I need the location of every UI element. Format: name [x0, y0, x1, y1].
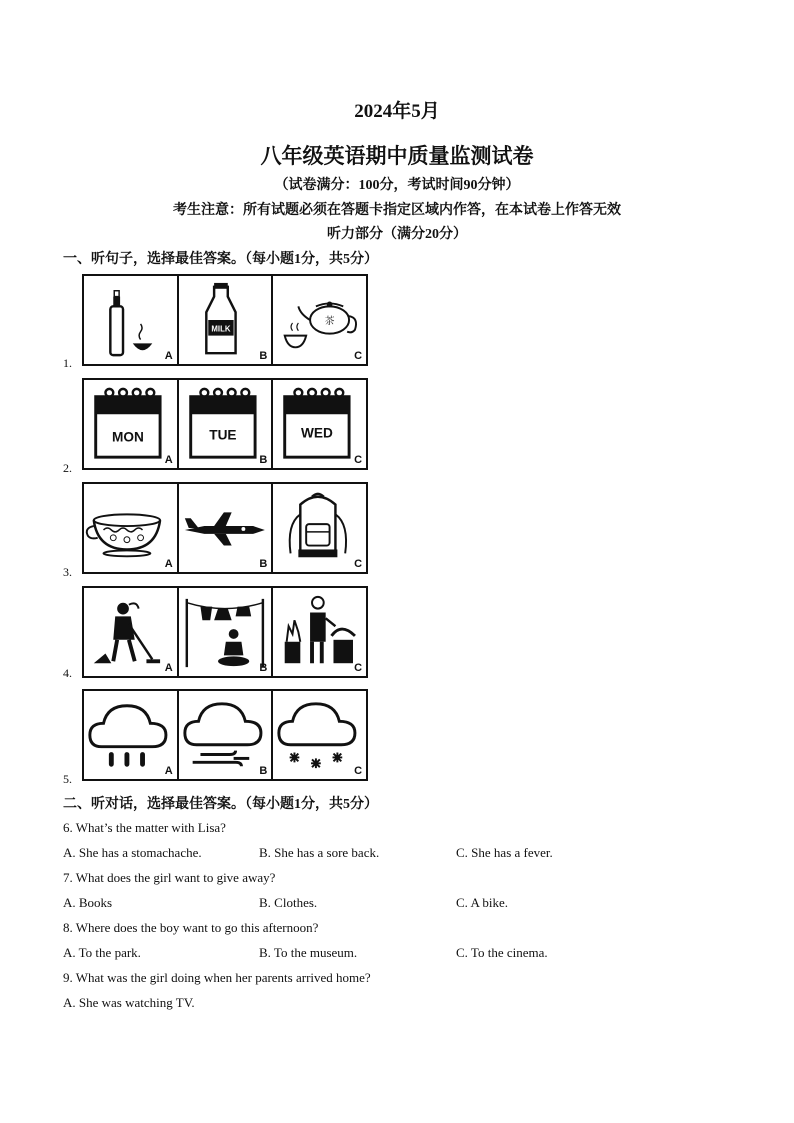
option-letter: C: [354, 454, 363, 466]
milk-bottle-icon: [179, 276, 272, 364]
picture-row-4: [82, 586, 368, 678]
answer-option-a[interactable]: A. She was watching TV.: [63, 995, 195, 1010]
washing-clothes-icon: [179, 588, 272, 676]
sweeping-floor-icon: [84, 588, 177, 676]
question-number: 1.: [63, 356, 72, 370]
picture-row-5: [82, 689, 368, 781]
picture-option[interactable]: [84, 691, 179, 779]
option-letter: C: [354, 662, 363, 674]
weekday-label: MON: [111, 429, 144, 445]
picture-row-3: [82, 482, 368, 574]
option-letter: A: [164, 662, 173, 674]
weekday-label: TUE: [208, 427, 237, 443]
answer-option-c[interactable]: C. To the cinema.: [456, 945, 548, 960]
windy-cloud-icon: [179, 691, 272, 779]
calendar-icon: [273, 380, 366, 468]
exam-date: 2024年5月: [354, 101, 440, 122]
teacup-icon: [84, 484, 177, 572]
answer-option-a[interactable]: A. To the park.: [63, 945, 141, 960]
picture-option[interactable]: [84, 484, 179, 572]
rain-cloud-icon: [84, 691, 177, 779]
question-text: 6. What’s the matter with Lisa?: [63, 820, 226, 835]
option-letter: B: [259, 558, 268, 570]
bottle-bowl-icon: [84, 276, 177, 364]
picture-option[interactable]: [84, 276, 179, 364]
option-letter: C: [354, 765, 363, 777]
option-letter: B: [259, 350, 268, 362]
picture-option[interactable]: [179, 276, 274, 364]
picture-option[interactable]: [273, 588, 366, 676]
answer-option-a[interactable]: A. She has a stomachache.: [63, 845, 202, 860]
section1-heading: 一、听句子，选择最佳答案。（每小题1分，共5分）: [63, 252, 378, 267]
picture-option[interactable]: [273, 276, 366, 364]
option-letter: A: [164, 765, 173, 777]
question-number: 3.: [63, 565, 72, 579]
exam-title: 八年级英语期中质量监测试卷: [260, 144, 534, 168]
snow-cloud-icon: [273, 691, 366, 779]
option-letter: B: [259, 662, 268, 674]
calendar-icon: [179, 380, 272, 468]
picture-option[interactable]: [179, 691, 274, 779]
picture-option[interactable]: [179, 484, 274, 572]
option-letter: A: [164, 558, 173, 570]
picture-option[interactable]: [273, 484, 366, 572]
answer-option-a[interactable]: A. Books: [63, 895, 113, 910]
weekday-label: WED: [301, 425, 334, 441]
answer-option-b[interactable]: B. Clothes.: [259, 895, 318, 910]
answer-option-b[interactable]: B. To the museum.: [259, 945, 358, 960]
picture-option[interactable]: [84, 588, 179, 676]
section2-heading: 二、听对话，选择最佳答案。（每小题1分，共5分）: [63, 797, 378, 812]
picture-option[interactable]: [179, 588, 274, 676]
exam-subtitle: （试卷满分：100分，考试时间90分钟）: [274, 178, 520, 193]
picture-row-2: [82, 378, 368, 470]
question-text: 8. Where does the boy want to go this afternoon?: [63, 920, 319, 935]
listening-section-title: 听力部分（满分20分）: [327, 227, 467, 242]
milk-label: MILK: [211, 324, 231, 334]
picture-option[interactable]: [273, 380, 366, 468]
picture-option[interactable]: [84, 380, 179, 468]
jet-plane-icon: [179, 484, 272, 572]
exam-notice: 考生注意：所有试题必须在答题卡指定区域内作答，在本试卷上作答无效: [173, 203, 621, 218]
option-letter: B: [259, 454, 268, 466]
option-letter: A: [164, 454, 173, 466]
question-number: 5.: [63, 772, 72, 786]
answer-option-c[interactable]: C. She has a fever.: [456, 845, 553, 860]
option-letter: C: [354, 558, 363, 570]
option-letter: B: [259, 765, 268, 777]
tea-character: 茶: [325, 315, 335, 327]
picture-option[interactable]: [179, 380, 274, 468]
picture-row-1: [82, 274, 368, 366]
question-text: 9. What was the girl doing when her parents arrived home?: [63, 970, 371, 985]
calendar-icon: [84, 380, 177, 468]
teapot-icon: [273, 276, 366, 364]
backpack-icon: [273, 484, 366, 572]
question-text: 7. What does the girl want to give away?: [63, 870, 276, 885]
question-number: 2.: [63, 461, 72, 475]
question-number: 4.: [63, 666, 72, 680]
answer-option-c[interactable]: C. A bike.: [456, 895, 509, 910]
picture-option[interactable]: [273, 691, 366, 779]
option-letter: A: [164, 350, 173, 362]
option-letter: C: [354, 350, 363, 362]
answer-option-b[interactable]: B. She has a sore back.: [259, 845, 380, 860]
watering-plants-icon: [273, 588, 366, 676]
